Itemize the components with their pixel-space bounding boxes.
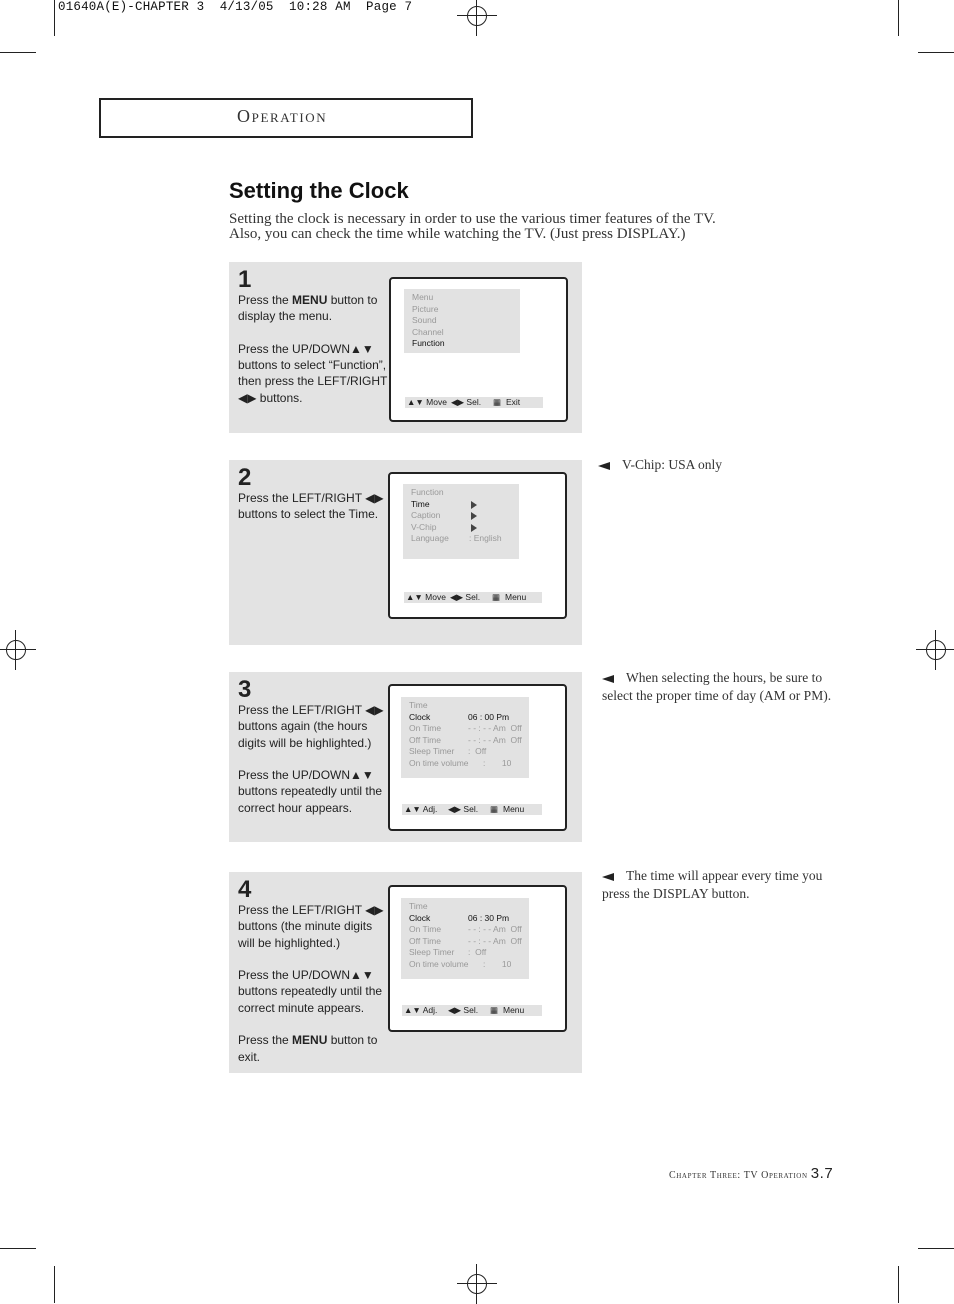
pointer-arrow-icon — [602, 675, 614, 683]
section-initial: O — [237, 106, 252, 126]
crop-mark — [898, 0, 899, 36]
osd-help-bar: ▲▼ Move ◀▶ Sel. ▦ Menu — [404, 592, 542, 603]
osd-item: Time — [409, 901, 428, 911]
print-slug: 01640A(E)-CHAPTER 3 4/13/05 10:28 AM Page 7 — [58, 0, 413, 14]
side-note-vchip: V-Chip: USA only — [598, 456, 838, 474]
step-number: 4 — [238, 876, 252, 903]
instruction-paragraph: Press the UP/DOWN▲▼ buttons repeatedly until the correct minute appears. — [238, 968, 383, 1015]
step-instructions — [238, 292, 388, 422]
osd-menu — [403, 484, 519, 559]
osd-item: Sleep Timer : Off — [409, 947, 487, 957]
osd-item: Language : English — [411, 533, 502, 543]
submenu-arrow-icon — [471, 501, 477, 509]
menu-grid-icon: ▦ — [490, 1005, 499, 1015]
crop-mark — [54, 1266, 55, 1303]
step-instructions — [238, 902, 388, 1081]
osd-item: Off Time - - : - - Am Off — [409, 734, 522, 745]
instruction-paragraph: Press the MENU button to exit. — [238, 1033, 378, 1064]
step-panel-4 — [229, 872, 582, 1073]
osd-help-bar: ▲▼ Move ◀▶ Sel. ▦ Exit — [405, 397, 543, 408]
osd-item-selected: Clock 06 : 00 Pm — [409, 711, 510, 722]
section-header — [237, 106, 327, 127]
osd-item: Channel — [412, 326, 444, 337]
osd-time-menu — [401, 898, 529, 979]
submenu-arrow-icon — [471, 524, 477, 532]
menu-grid-icon: ▦ — [492, 592, 501, 602]
crop-mark — [54, 0, 55, 36]
intro-text — [229, 212, 789, 242]
menu-grid-icon: ▦ — [493, 397, 502, 407]
osd-item: Sleep Timer : Off — [409, 746, 487, 756]
osd-item: Off Time - - : - - Am Off — [409, 935, 522, 946]
registration-mark-icon — [457, 0, 497, 36]
tv-screen — [388, 684, 567, 831]
osd-item: On Time - - : - - Am Off — [409, 924, 522, 934]
osd-menu — [404, 289, 520, 353]
osd-item: On time volume : 10 — [409, 958, 512, 969]
crop-mark — [0, 52, 36, 53]
osd-help-bar: ▲▼ Adj. ◀▶ Sel. ▦ Menu — [402, 1005, 542, 1016]
step-panel-3 — [229, 672, 582, 842]
side-note-display: The time will appear every time you press the DISPLAY button. — [602, 868, 823, 901]
tv-screen — [388, 472, 567, 619]
registration-mark-icon — [457, 1264, 497, 1304]
osd-item: Time — [409, 700, 428, 710]
crop-mark — [918, 52, 954, 53]
intro-line: Also, you can check the time while watching the TV. (Just press DISPLAY.) — [229, 226, 686, 242]
instruction-paragraph: Press the UP/DOWN▲▼ buttons repeatedly until the correct hour appears. — [238, 768, 383, 815]
pointer-arrow-icon — [598, 462, 610, 470]
tv-screen — [388, 885, 567, 1032]
crop-mark — [0, 1248, 36, 1249]
footer-chapter: Chapter Three: TV Operation — [669, 1170, 808, 1181]
osd-item: On Time - - : - - Am Off — [409, 723, 522, 733]
osd-item: Sound — [412, 315, 437, 325]
osd-item: V-Chip — [411, 522, 511, 534]
osd-item: Function — [411, 487, 444, 497]
submenu-arrow-icon — [471, 512, 477, 520]
osd-item: On time volume : 10 — [409, 757, 512, 768]
pointer-arrow-icon — [602, 873, 614, 881]
osd-item-selected: Clock 06 : 30 Pm — [409, 912, 510, 923]
instruction-paragraph: Press the MENU button to display the menu. — [238, 293, 378, 324]
instruction-paragraph: Press the LEFT/RIGHT ◀▶ buttons (the minute digits will be highlighted.) — [238, 903, 384, 950]
menu-grid-icon: ▦ — [490, 804, 499, 814]
registration-mark-icon — [916, 630, 954, 670]
instruction-paragraph: Press the LEFT/RIGHT ◀▶ buttons again (the hours digits will be highlighted.) — [238, 703, 384, 750]
page-number: 3.7 — [810, 1165, 834, 1182]
osd-item: Menu — [412, 292, 434, 302]
instruction-paragraph: Press the LEFT/RIGHT ◀▶ buttons to select the Time. — [238, 491, 384, 522]
osd-help-bar: ▲▼ Adj. ◀▶ Sel. ▦ Menu — [402, 804, 542, 815]
page-footer — [669, 1165, 833, 1182]
step-number: 3 — [238, 676, 252, 703]
crop-mark — [898, 1266, 899, 1303]
section-rest: PERATION — [251, 110, 328, 125]
crop-mark — [918, 1248, 954, 1249]
instruction-paragraph: Press the UP/DOWN▲▼ buttons to select “Function”, then press the LEFT/RIGHT ◀▶ buttons. — [238, 341, 388, 405]
step-instructions — [238, 490, 388, 539]
step-panel-1 — [229, 262, 582, 433]
step-number: 1 — [238, 266, 252, 293]
osd-item-selected: Function — [412, 338, 445, 348]
step-panel-2 — [229, 460, 582, 645]
side-note-hours: When selecting the hours, be sure to select the proper time of day (AM or PM). — [602, 670, 832, 703]
registration-mark-icon — [0, 630, 36, 670]
intro-line: Setting the clock is necessary in order to use the various timer features of the TV. — [229, 211, 716, 227]
step-instructions — [238, 702, 388, 832]
step-number: 2 — [238, 464, 252, 491]
osd-item-selected: Time — [411, 499, 511, 511]
tv-screen — [389, 277, 568, 422]
osd-item: Caption — [411, 510, 511, 522]
osd-time-menu — [401, 697, 529, 778]
page-title: Setting the Clock — [229, 178, 409, 203]
osd-item: Picture — [412, 303, 439, 314]
